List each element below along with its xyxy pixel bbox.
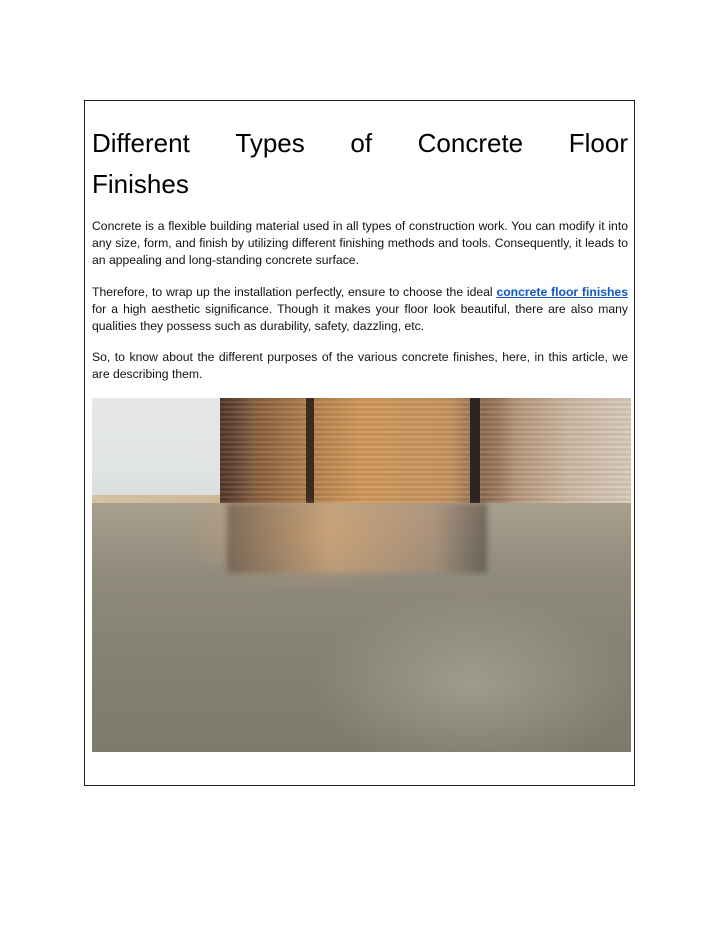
purpose-paragraph: So, to know about the different purposes of the various concrete finishes, here, in this article, we are describing them. bbox=[92, 350, 628, 381]
title-word: Types bbox=[235, 128, 305, 158]
wall-column bbox=[470, 398, 480, 510]
concrete-floor-finishes-link[interactable]: concrete floor finishes bbox=[496, 285, 628, 299]
paragraph-text: Therefore, to wrap up the installation perfectly, ensure to choose the ideal bbox=[92, 285, 497, 299]
floor-reflection bbox=[227, 503, 487, 573]
title-word: Different bbox=[92, 128, 190, 158]
title-word: of bbox=[350, 128, 373, 158]
white-wall bbox=[92, 398, 220, 510]
intro-paragraph: Concrete is a flexible building material used in all types of construction work. You can modify it into any size, form, and finish by utilizing different finishing methods and tools. Consequently, it leads to an appealing and long-standing concrete surface. bbox=[92, 219, 628, 267]
brick-wall bbox=[220, 398, 631, 508]
title-line-2: Finishes bbox=[92, 169, 189, 199]
title-word: Floor bbox=[568, 128, 628, 158]
title-word: Concrete bbox=[417, 128, 524, 158]
wall-column bbox=[306, 398, 314, 510]
page-frame bbox=[84, 100, 635, 786]
installation-paragraph bbox=[92, 284, 628, 335]
page-title bbox=[92, 123, 628, 205]
concrete-floor-photo bbox=[92, 398, 631, 752]
title-line-1 bbox=[92, 123, 628, 164]
paragraph-text: for a high aesthetic significance. Though it makes your floor look beautiful, there are also many qualities they possess such as durability, safety, dazzling, etc. bbox=[92, 302, 628, 333]
